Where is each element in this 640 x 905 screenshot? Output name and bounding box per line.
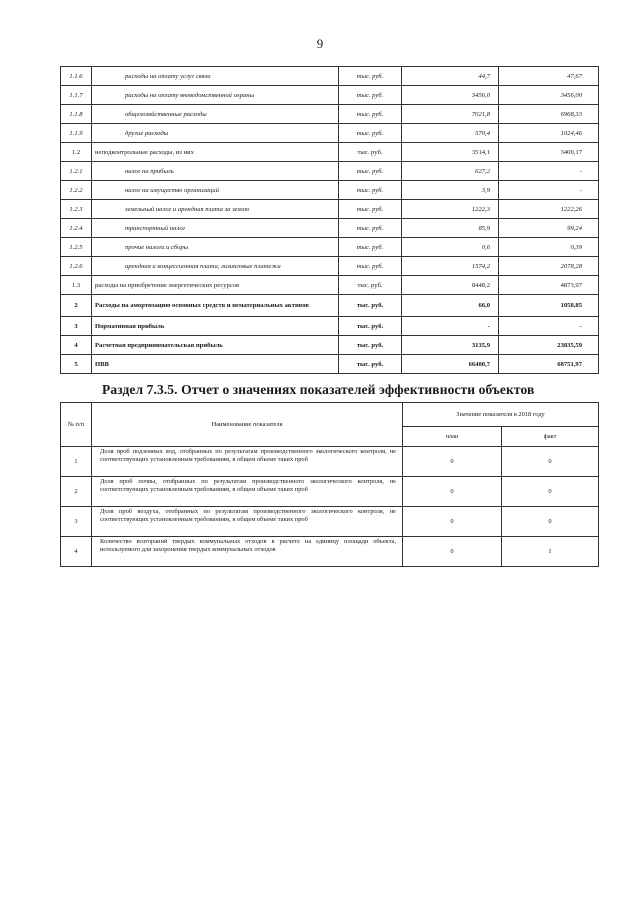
row-name: Расходы на амортизацию основных средств и нематериальных активов	[92, 295, 339, 317]
row-value-plan: 85,9	[402, 219, 499, 238]
row-number: 4	[61, 336, 92, 355]
row-unit: тыс. руб.	[339, 317, 402, 336]
row-description: Доля проб почвы, отобранных по результатам производственного экологического контроля, не соответствующих установленным требованиям, в общем объеме таких проб	[92, 477, 403, 507]
row-value-plan: 3,9	[402, 181, 499, 200]
row-value-fact: 23835,59	[499, 336, 599, 355]
row-number: 1.1.6	[61, 67, 92, 86]
row-fact: 0	[502, 507, 599, 537]
row-value-plan: 66480,7	[402, 355, 499, 374]
row-value-fact: 4873,97	[499, 276, 599, 295]
table-row	[61, 105, 599, 124]
row-name: налог на имущество организаций	[92, 181, 339, 200]
table-row	[61, 124, 599, 143]
row-description: Доля проб воздуха, отобранных по результатам производственного экологического контроля, не соответствующих установленным требованиям, в общем объеме таких проб	[92, 507, 403, 537]
table-row	[61, 238, 599, 257]
section-title: Раздел 7.3.5. Отчет о значениях показателей эффективности объектов	[102, 382, 535, 397]
row-name: арендная и концессионная плата, лизинговые платежи	[92, 257, 339, 276]
row-value-plan: 1574,2	[402, 257, 499, 276]
row-name: общехозяйственные расходы	[92, 105, 339, 124]
row-value-plan: 0,6	[402, 238, 499, 257]
row-value-fact: 68751,97	[499, 355, 599, 374]
table-row	[61, 336, 599, 355]
table-row	[61, 143, 599, 162]
table-row	[61, 219, 599, 238]
efficiency-table	[60, 402, 599, 567]
row-name: налог на прибыль	[92, 162, 339, 181]
row-number: 3	[61, 317, 92, 336]
row-number: 1.2.6	[61, 257, 92, 276]
row-name: НВВ	[92, 355, 339, 374]
row-value-plan: 44,7	[402, 67, 499, 86]
row-fact: 1	[502, 537, 599, 567]
row-unit: тыс. руб.	[339, 86, 402, 105]
row-unit: тыс. руб.	[339, 143, 402, 162]
row-value-fact: 0,39	[499, 238, 599, 257]
table-row	[61, 200, 599, 219]
row-name: расходы на оплату услуг связи	[92, 67, 339, 86]
row-unit: тыс. руб.	[339, 295, 402, 317]
row-number: 2	[61, 295, 92, 317]
row-number: 1.2	[61, 143, 92, 162]
row-description: Количество возгораний твердых коммунальных отходов в расчете на единицу площади объекта, используемого для захоронения твердых коммунальных отходов	[92, 537, 403, 567]
row-unit: тыс. руб.	[339, 219, 402, 238]
row-plan: 0	[403, 537, 502, 567]
row-number: 1.1.7	[61, 86, 92, 105]
row-value-plan: 7021,8	[402, 105, 499, 124]
row-value-plan: 570,4	[402, 124, 499, 143]
row-value-plan: 3456,0	[402, 86, 499, 105]
row-number: 1.3	[61, 276, 92, 295]
table-row	[61, 447, 599, 477]
row-value-fact: 1058,85	[499, 295, 599, 317]
header-group: Значение показателя в 2018 году	[403, 403, 599, 427]
row-unit: тыс. руб.	[339, 257, 402, 276]
row-fact: 0	[502, 447, 599, 477]
row-plan: 0	[403, 447, 502, 477]
row-unit: тыс. руб.	[339, 336, 402, 355]
table-row	[61, 67, 599, 86]
row-unit: тыс. руб.	[339, 355, 402, 374]
row-name: транспортный налог	[92, 219, 339, 238]
table-row	[61, 477, 599, 507]
row-number: 1.1.8	[61, 105, 92, 124]
row-name: прочие налоги и сборы	[92, 238, 339, 257]
table-row	[61, 86, 599, 105]
row-number: 4	[61, 537, 92, 567]
row-value-plan: 66,0	[402, 295, 499, 317]
row-value-plan: 3135,9	[402, 336, 499, 355]
page-number: 9	[316, 36, 324, 51]
row-value-fact: -	[499, 317, 599, 336]
row-value-plan: 627,2	[402, 162, 499, 181]
row-number: 1.1.9	[61, 124, 92, 143]
row-unit: тыс. руб.	[339, 124, 402, 143]
row-value-fact: 2078,28	[499, 257, 599, 276]
row-value-fact: 6968,33	[499, 105, 599, 124]
table-row	[61, 257, 599, 276]
table-row	[61, 355, 599, 374]
row-number: 2	[61, 477, 92, 507]
row-value-plan: -	[402, 317, 499, 336]
row-name: Расчетная предпринимательская прибыль	[92, 336, 339, 355]
header-fact: факт	[502, 427, 599, 447]
header-plan: план	[403, 427, 502, 447]
row-name: расходы на оплату вневедомственной охраны	[92, 86, 339, 105]
row-number: 1.2.5	[61, 238, 92, 257]
expenses-table	[60, 66, 599, 374]
row-value-fact: 1024,46	[499, 124, 599, 143]
row-unit: тыс. руб.	[339, 276, 402, 295]
header-name: Наименование показателя	[92, 403, 403, 447]
row-unit: тыс. руб.	[339, 238, 402, 257]
table-row	[61, 507, 599, 537]
row-number: 1.2.4	[61, 219, 92, 238]
row-name: Нормативная прибыль	[92, 317, 339, 336]
row-number: 1.2.2	[61, 181, 92, 200]
row-value-fact: 99,24	[499, 219, 599, 238]
row-number: 1	[61, 447, 92, 477]
row-value-fact: 47,67	[499, 67, 599, 86]
table-row	[61, 162, 599, 181]
row-value-fact: -	[499, 181, 599, 200]
row-value-plan: 1222,3	[402, 200, 499, 219]
row-plan: 0	[403, 477, 502, 507]
row-unit: тыс. руб.	[339, 67, 402, 86]
row-number: 1.2.1	[61, 162, 92, 181]
row-value-plan: 3514,1	[402, 143, 499, 162]
row-value-plan: 8448,2	[402, 276, 499, 295]
row-plan: 0	[403, 507, 502, 537]
row-value-fact: 1222,26	[499, 200, 599, 219]
table-row	[61, 181, 599, 200]
row-name: земельный налог и арендная плата за землю	[92, 200, 339, 219]
row-name: неподконтрольные расходы, из них	[92, 143, 339, 162]
header-num: № п/п	[61, 403, 92, 447]
row-unit: тыс. руб.	[339, 181, 402, 200]
table-row	[61, 537, 599, 567]
row-number: 1.2.3	[61, 200, 92, 219]
row-value-fact: -	[499, 162, 599, 181]
row-number: 3	[61, 507, 92, 537]
row-name: расходы на приобретение энергетических ресурсов	[92, 276, 339, 295]
row-unit: тыс. руб.	[339, 105, 402, 124]
row-fact: 0	[502, 477, 599, 507]
row-name: другие расходы	[92, 124, 339, 143]
row-unit: тыс. руб.	[339, 200, 402, 219]
table-row	[61, 295, 599, 317]
row-number: 5	[61, 355, 92, 374]
row-unit: тыс. руб.	[339, 162, 402, 181]
table-row	[61, 276, 599, 295]
row-value-fact: 3456,00	[499, 86, 599, 105]
row-value-fact: 3400,17	[499, 143, 599, 162]
row-description: Доля проб подземных вод, отобранных по результатам производственного экологического контроля, не соответствующих установленным требованиям, в общем объеме таких проб	[92, 447, 403, 477]
table-row	[61, 317, 599, 336]
